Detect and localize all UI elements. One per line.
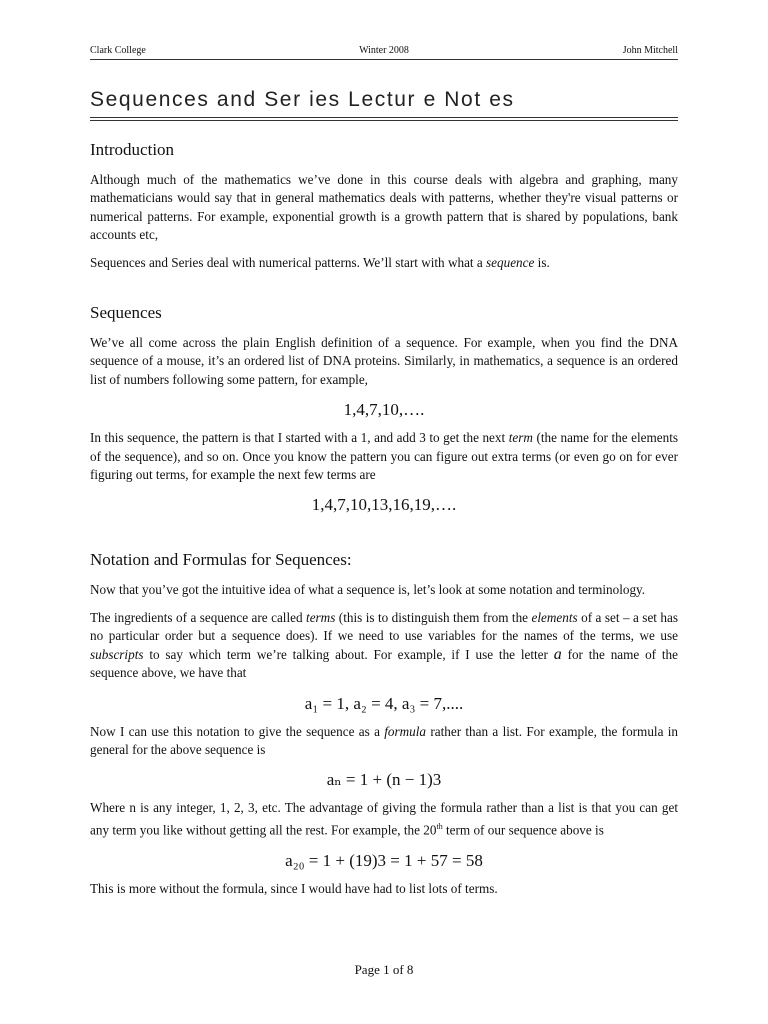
equation-general-formula: aₙ = 1 + (n − 1)3: [326, 770, 442, 790]
document-title: Sequences and Ser ies Lectur e Not es: [90, 88, 515, 111]
emphasis-terms: terms: [306, 609, 336, 625]
emphasis-formula: formula: [384, 723, 427, 739]
variable-a: a: [553, 645, 562, 663]
page-header: [90, 45, 678, 60]
heading-sequences: Sequences: [90, 303, 162, 323]
intro-paragraph-2: Sequences and Series deal with numerical patterns. We’ll start with what a sequence is.: [90, 254, 550, 270]
sequences-paragraph-2: In this sequence, the pattern is that I started with a 1, and add 3 to get the next term (the name for the elements of the sequence), and so on. Once you know the pattern you can figure out extra terms (or even go on for ever figuring out terms, for example the next few terms are: [90, 430, 678, 483]
notation-paragraph-5: This is more without the formula, since I would have had to list lots of terms.: [90, 880, 498, 896]
header-institution: Clark College: [90, 45, 146, 56]
emphasis-term: term: [508, 430, 533, 446]
title-rule-top: [90, 117, 678, 118]
intro-paragraph-1: Although much of the mathematics we’ve done in this course deals with algebra and graphing, many mathematicians would say that in general mathematics deals with patterns, whether they're visual patterns or numerical patterns. For example, exponential growth is a growth pattern that is shared by populations, bank accounts etc,: [90, 172, 678, 243]
equation-twentieth-term: a₂₀ = 1 + (19)3 = 1 + 57 = 58: [285, 850, 483, 870]
document-body: [90, 138, 678, 907]
equation-sequence-short: 1,4,7,10,….: [343, 400, 425, 420]
notation-paragraph-1: Now that you’ve got the intuitive idea of what a sequence is, let’s look at some notation and terminology.: [90, 582, 646, 598]
header-term: Winter 2008: [359, 45, 409, 56]
heading-introduction: Introduction: [90, 140, 175, 159]
heading-notation: Notation and Formulas for Sequences:: [90, 550, 352, 570]
header-author: John Mitchell: [622, 45, 678, 56]
equation-subscript-terms: a₁ = 1, a₂ = 4, a₃ = 7,....: [304, 693, 464, 713]
sequences-paragraph-1: We’ve all come across the plain English definition of a sequence. For example, when you find the DNA sequence of a mouse, it’s an ordered list of DNA proteins. Similarly, in mathematics, a sequence is an ordered list of numbers following some pattern, for example,: [90, 335, 678, 387]
equation-sequence-long: 1,4,7,10,13,16,19,….: [311, 495, 457, 515]
superscript-th: th: [436, 821, 443, 831]
emphasis-elements: elements: [531, 609, 578, 625]
title-rule-bottom: [90, 120, 678, 121]
emphasis-sequence: sequence: [486, 254, 535, 270]
page-number: Page 1 of 8: [354, 962, 414, 977]
notation-paragraph-2: The ingredients of a sequence are called terms (this is to distinguish them from the elements of a set – a set has no particular order but a sequence does). If we need to use variables for the names of the terms, we use subscripts to say which term we’re talking about. For example, if I use the letter a for the name of the sequence above, we have that: [90, 609, 678, 681]
emphasis-subscripts: subscripts: [90, 646, 144, 662]
notation-paragraph-4: Where n is any integer, 1, 2, 3, etc. The advantage of giving the formula rather than a list is that you can get any term you like without getting all the rest. For example, the 20th term of our sequence above is: [90, 800, 678, 838]
notation-paragraph-3: Now I can use this notation to give the sequence as a formula rather than a list. For example, the formula in general for the above sequence is: [90, 723, 678, 757]
